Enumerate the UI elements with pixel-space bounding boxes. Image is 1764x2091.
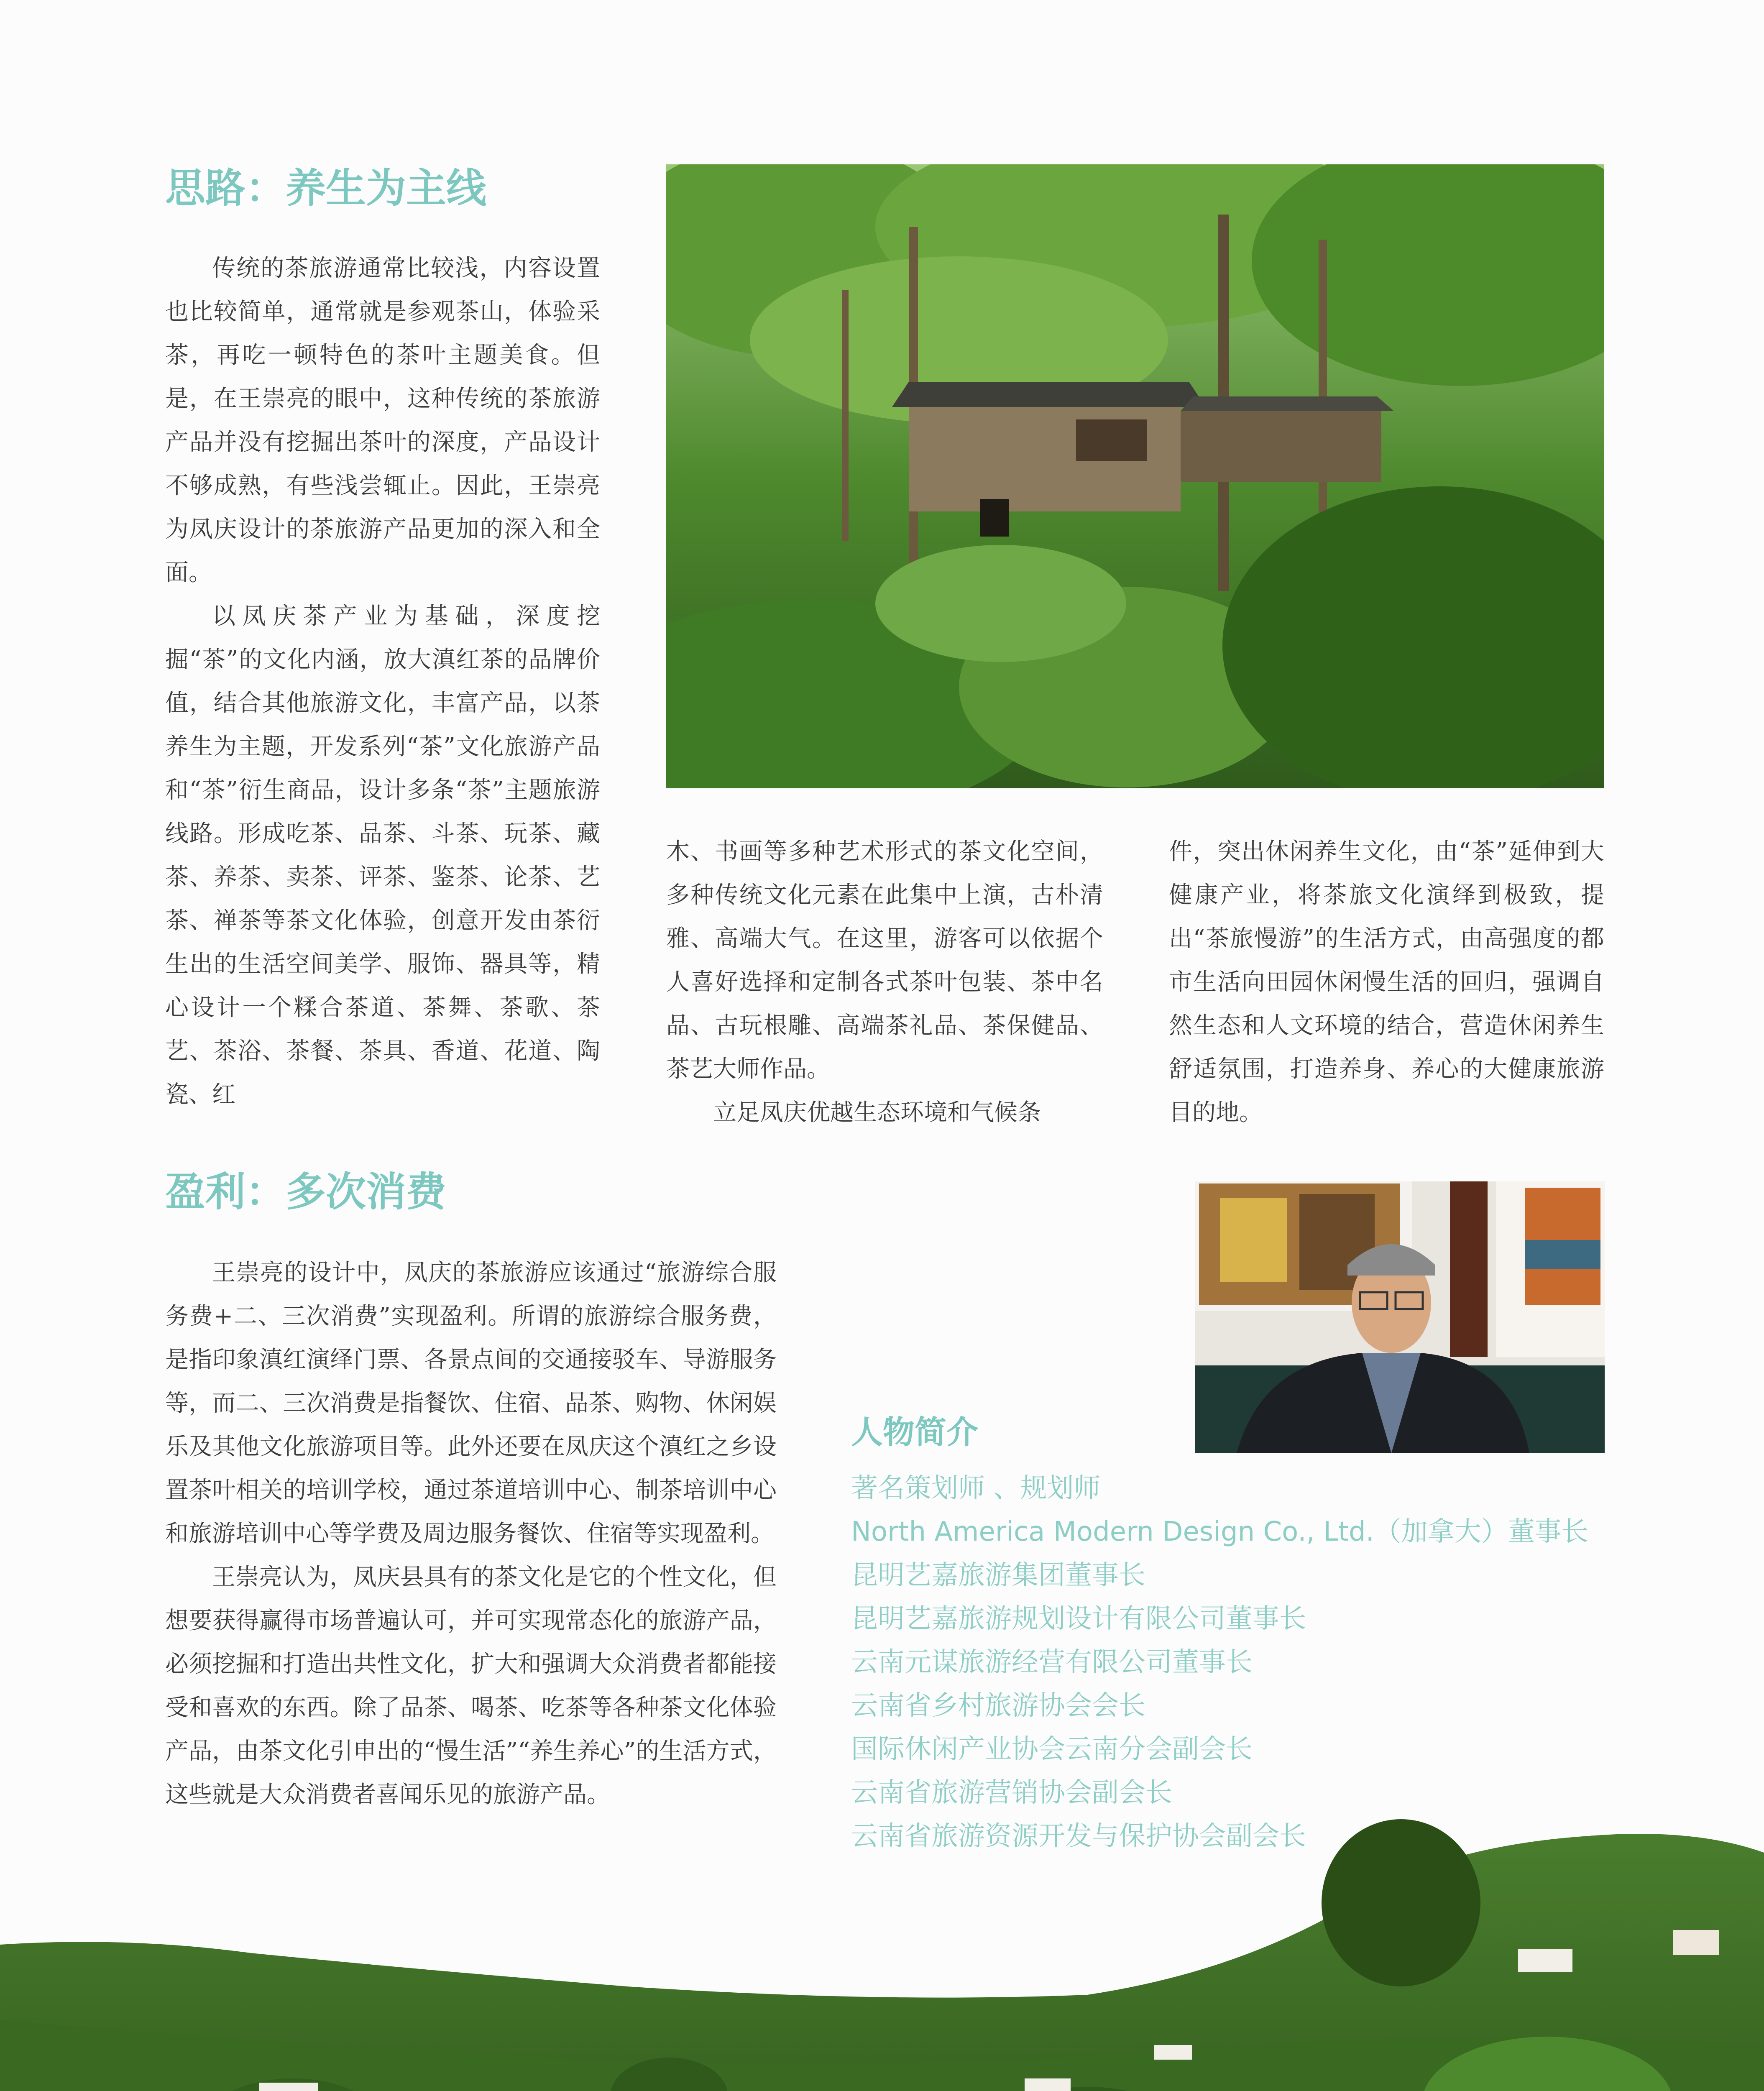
text-column-1 <box>165 247 600 1117</box>
bio-item: 云南元谋旅游经营有限公司董事长 <box>851 1647 1253 1678</box>
paragraph: 立足凤庆优越生态环境和气候条 <box>713 1099 1041 1126</box>
bio-item: 云南省旅游营销协会副会长 <box>851 1777 1172 1808</box>
bio-title: 人物简介 <box>851 1414 978 1451</box>
bio-list <box>851 1467 1738 1858</box>
bio-item: 昆明艺嘉旅游集团董事长 <box>851 1560 1145 1591</box>
bio-item: North America Modern Design Co., Ltd.（加拿大）董事长 <box>851 1516 1588 1547</box>
bio-item: 著名策划师 、规划师 <box>851 1473 1101 1504</box>
landscape-tea-hills <box>0 1811 1764 2091</box>
tea-hills-illustration <box>0 1811 1764 2091</box>
bio-item: 云南省旅游资源开发与保护协会副会长 <box>851 1821 1306 1852</box>
text-column-profit <box>165 1251 777 1817</box>
bio-item: 昆明艺嘉旅游规划设计有限公司董事长 <box>851 1603 1306 1634</box>
paragraph: 以凤庆茶产业为基础，深度挖掘“茶”的文化内涵，放大滇红茶的品牌价值，结合其他旅游文化，丰富产品，以茶养生为主题，开发系列“茶”文化旅游产品和“茶”衍生商品，设计多条“茶”主题旅游线路。形成吃茶、品茶、斗茶、玩茶、藏茶、养茶、卖茶、评茶、鉴茶、论茶、艺茶、禅茶等茶文化体验，创意开发由茶衍生出的生活空间美学、服饰、器具等，精心设计一个糅合茶道、茶舞、茶歌、茶艺、茶浴、茶餐、茶具、香道、花道、陶瓷、红 <box>165 603 600 1108</box>
photo-forest-house <box>666 164 1604 788</box>
bio-item: 云南省乡村旅游协会会长 <box>851 1690 1145 1721</box>
paragraph: 件，突出休闲养生文化，由“茶”延伸到大健康产业，将茶旅文化演绎到极致，提出“茶旅慢游”的生活方式，由高强度的都市生活向田园休闲慢生活的回归，强调自然生态和人文环境的结合，营造休闲养生舒适氛围，打造养身、养心的大健康旅游目的地。 <box>1169 838 1604 1126</box>
bio-item: 国际休闲产业协会云南分会副会长 <box>851 1734 1253 1765</box>
section-heading-profit: 盈利：多次消费 <box>165 1168 446 1215</box>
paragraph: 王崇亮的设计中，凤庆的茶旅游应该通过“旅游综合服务费+二、三次消费”实现盈利。所谓的旅游综合服务费，是指印象滇红演绎门票、各景点间的交通接驳车、导游服务等，而二、三次消费是指餐饮、住宿、品茶、购物、休闲娱乐及其他文化旅游项目等。此外还要在凤庆这个滇红之乡设置茶叶相关的培训学校，通过茶道培训中心、制茶培训中心和旅游培训中心等学费及周边服务餐饮、住宿等实现盈利。 <box>165 1259 777 1547</box>
paragraph: 传统的茶旅游通常比较浅，内容设置也比较简单，通常就是参观茶山，体验采茶，再吃一顿特色的茶叶主题美食。但是，在王崇亮的眼中，这种传统的茶旅游产品并没有挖掘出茶叶的深度，产品设计不够成熟，有些浅尝辄止。因此，王崇亮为凤庆设计的茶旅游产品更加的深入和全面。 <box>165 255 600 586</box>
paragraph: 王崇亮认为，凤庆县具有的茶文化是它的个性文化，但想要获得赢得市场普遍认可，并可实现常态化的旅游产品，必须挖掘和打造出共性文化，扩大和强调大众消费者都能接受和喜欢的东西。除了品茶、喝茶、吃茶等各种茶文化体验产品，由茶文化引申出的“慢生活”“养生养心”的生活方式，这些就是大众消费者喜闻乐见的旅游产品。 <box>165 1564 777 1808</box>
text-column-2 <box>666 830 1103 1135</box>
text-column-3 <box>1169 830 1604 1135</box>
portrait-illustration <box>1195 1181 1605 1453</box>
paragraph: 木、书画等多种艺术形式的茶文化空间，多种传统文化元素在此集中上演，古朴清雅、高端大气。在这里，游客可以依据个人喜好选择和定制各式茶叶包装、茶中名品、古玩根雕、高端茶礼品、茶保健品、茶艺大师作品。 <box>666 838 1103 1083</box>
section-heading-approach: 思路：养生为主线 <box>165 165 486 212</box>
photo-portrait <box>1195 1181 1605 1453</box>
forest-house-illustration <box>666 164 1604 788</box>
